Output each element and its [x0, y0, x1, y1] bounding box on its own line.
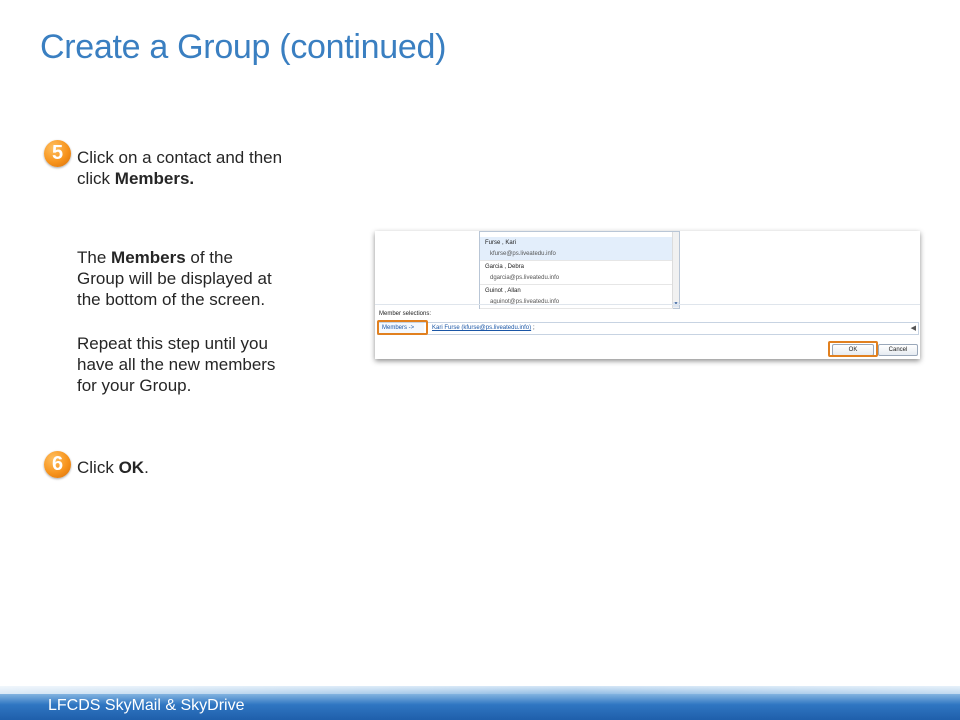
- dialog-screenshot: [375, 231, 920, 359]
- step-6-badge-icon: 6: [44, 451, 71, 478]
- members-button[interactable]: Members ->: [378, 323, 424, 334]
- member-separator: ;: [533, 325, 535, 331]
- contact-name: Guinot , Allan: [485, 288, 521, 294]
- step-6-suffix: .: [144, 458, 149, 477]
- member-selections-field[interactable]: [377, 322, 919, 335]
- members-paragraph: [77, 247, 272, 310]
- contact-email: dgarcia@ps.liveatedu.info: [490, 275, 560, 281]
- members-p-l3: the bottom of the screen.: [77, 290, 266, 309]
- list-item[interactable]: [480, 237, 673, 261]
- member-selections-label: Member selections:: [379, 311, 432, 317]
- slide-title: Create a Group (continued): [40, 28, 447, 66]
- footer-shine: [0, 686, 960, 694]
- contact-listbox[interactable]: [479, 231, 680, 309]
- repeat-l3: for your Group.: [77, 376, 192, 395]
- members-button-highlight: [377, 320, 428, 335]
- list-item[interactable]: [480, 285, 673, 309]
- footer-text: LFCDS SkyMail & SkyDrive: [48, 697, 245, 714]
- listbox-scrollbar[interactable]: [672, 232, 679, 308]
- members-p-l1-rest: of the: [185, 248, 233, 267]
- step-5-badge-icon: 5: [44, 140, 71, 167]
- contact-name: Furse , Kari: [485, 240, 517, 246]
- step-5-line2-prefix: click: [77, 169, 115, 188]
- cancel-button[interactable]: Cancel: [878, 344, 918, 356]
- repeat-l1: Repeat this step until you: [77, 334, 268, 353]
- scroll-left-icon[interactable]: ◀: [910, 325, 916, 332]
- member-link[interactable]: Kari Furse (kfurse@ps.liveatedu.info): [432, 325, 532, 331]
- contact-name: Garcia , Debra: [485, 264, 525, 270]
- step-6-text: [77, 457, 149, 478]
- members-p-bold: Members: [111, 248, 186, 267]
- contact-email: aguinot@ps.liveatedu.info: [490, 299, 560, 305]
- step-6-prefix: Click: [77, 458, 119, 477]
- repeat-l2: have all the new members: [77, 355, 276, 374]
- members-p-prefix: The: [77, 248, 112, 267]
- step-5-line1: Click on a contact and then: [77, 148, 283, 167]
- repeat-paragraph: [77, 333, 275, 396]
- step-5-text: [77, 147, 282, 189]
- step-6-bold: OK: [118, 458, 145, 477]
- members-p-l2: Group will be displayed at: [77, 269, 272, 288]
- list-item[interactable]: [480, 261, 673, 285]
- step-5-line2-bold: Members.: [114, 169, 195, 188]
- scroll-down-icon[interactable]: ▼: [673, 301, 679, 307]
- ok-button-highlight: [828, 341, 878, 357]
- ok-button[interactable]: OK: [832, 344, 874, 356]
- contact-email: kfurse@ps.liveatedu.info: [490, 251, 556, 257]
